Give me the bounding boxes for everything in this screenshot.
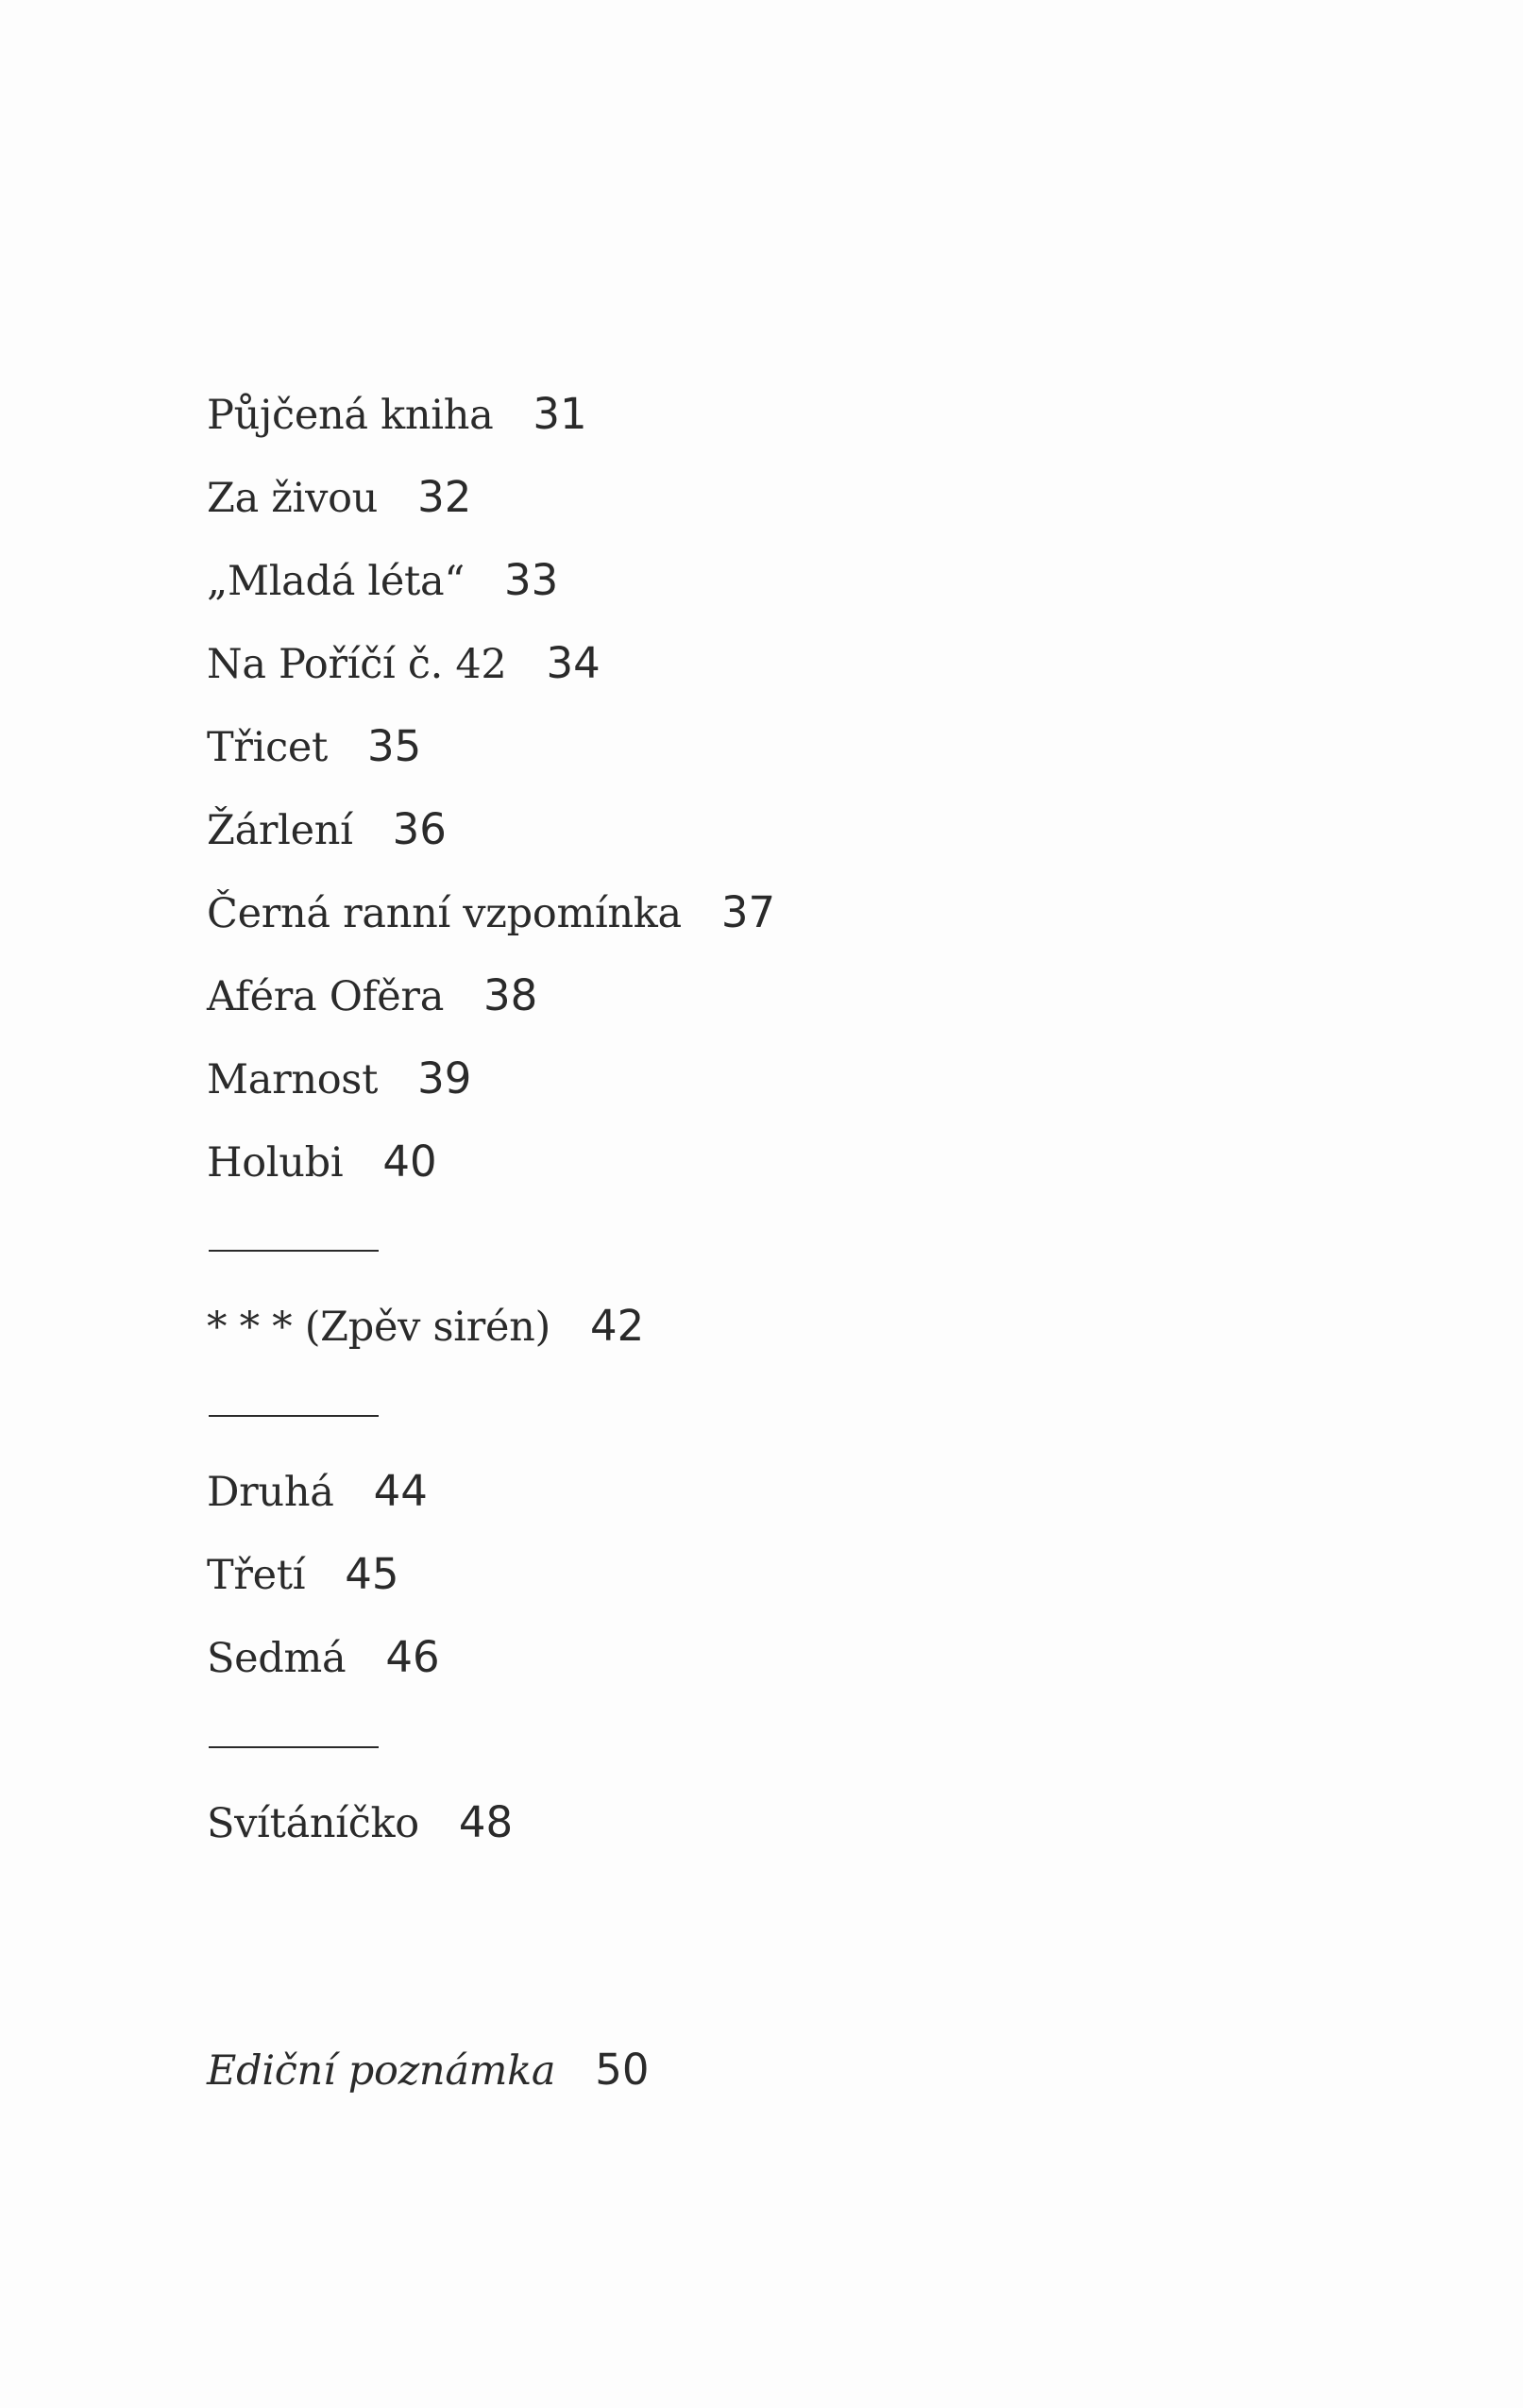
toc-entry-page: 39 — [417, 1053, 472, 1103]
toc-entry — [207, 887, 775, 953]
toc-entry-page: 31 — [533, 389, 587, 439]
toc-entry-title: Na Poříčí č. 42 — [207, 641, 507, 688]
toc-entry-title: Holubi — [207, 1139, 344, 1187]
toc-entry-title: Za živou — [207, 475, 379, 522]
toc-entry-title: Třetí — [207, 1552, 306, 1599]
toc-entry-page: 40 — [382, 1137, 437, 1187]
section-divider — [209, 1250, 379, 1252]
toc-entry-page: 32 — [417, 472, 472, 522]
toc-entry-title: Půjčená kniha — [207, 392, 494, 439]
toc-entry-title: Černá ranní vzpomínka — [207, 890, 682, 937]
section-divider — [209, 1746, 379, 1748]
toc-entry — [207, 1053, 471, 1120]
toc-entry-title: Marnost — [207, 1056, 379, 1103]
toc-entry — [207, 389, 587, 455]
toc-entry-page: 35 — [367, 721, 422, 771]
toc-entry-page: 34 — [546, 638, 601, 688]
toc-entry — [207, 1797, 513, 1863]
toc-entry-page: 48 — [458, 1797, 514, 1847]
toc-entry — [207, 1632, 440, 1698]
toc-entry — [207, 1137, 437, 1203]
toc-entry-title: Aféra Ofěra — [207, 973, 445, 1020]
toc-entry-title: Ediční poznámka — [207, 2047, 556, 2095]
toc-entry-title: Svítáníčko — [207, 1800, 419, 1847]
toc-entry-editorial-note — [207, 2045, 650, 2111]
toc-entry-page: 46 — [385, 1632, 440, 1682]
toc-entry — [207, 1466, 428, 1532]
toc-entry — [207, 721, 421, 787]
toc-entry-page: 45 — [345, 1549, 399, 1599]
toc-entry-title: Třicet — [207, 724, 328, 771]
toc-entry — [207, 638, 601, 704]
toc-entry-page: 42 — [590, 1301, 645, 1351]
toc-entry-title: Žárlení — [207, 807, 353, 854]
toc-entry — [207, 555, 558, 621]
toc-entry — [207, 970, 537, 1036]
section-divider — [209, 1415, 379, 1417]
toc-entry-page: 37 — [720, 887, 776, 937]
toc-entry-page: 50 — [595, 2045, 650, 2095]
toc-entry-page: 38 — [483, 970, 538, 1020]
toc-entry-page: 44 — [373, 1466, 428, 1516]
toc-entry-title: Sedmá — [207, 1635, 347, 1682]
toc-entry — [207, 472, 471, 538]
toc-entry — [207, 804, 447, 870]
toc-entry-title: * * * (Zpěv sirén) — [207, 1304, 550, 1351]
toc-entry-title: Druhá — [207, 1469, 334, 1516]
toc-entry-page: 36 — [392, 804, 447, 854]
toc-entry-title: „Mladá léta“ — [207, 558, 465, 605]
toc-entry — [207, 1549, 398, 1615]
toc-entry-page: 33 — [504, 555, 559, 605]
toc-entry — [207, 1301, 644, 1367]
